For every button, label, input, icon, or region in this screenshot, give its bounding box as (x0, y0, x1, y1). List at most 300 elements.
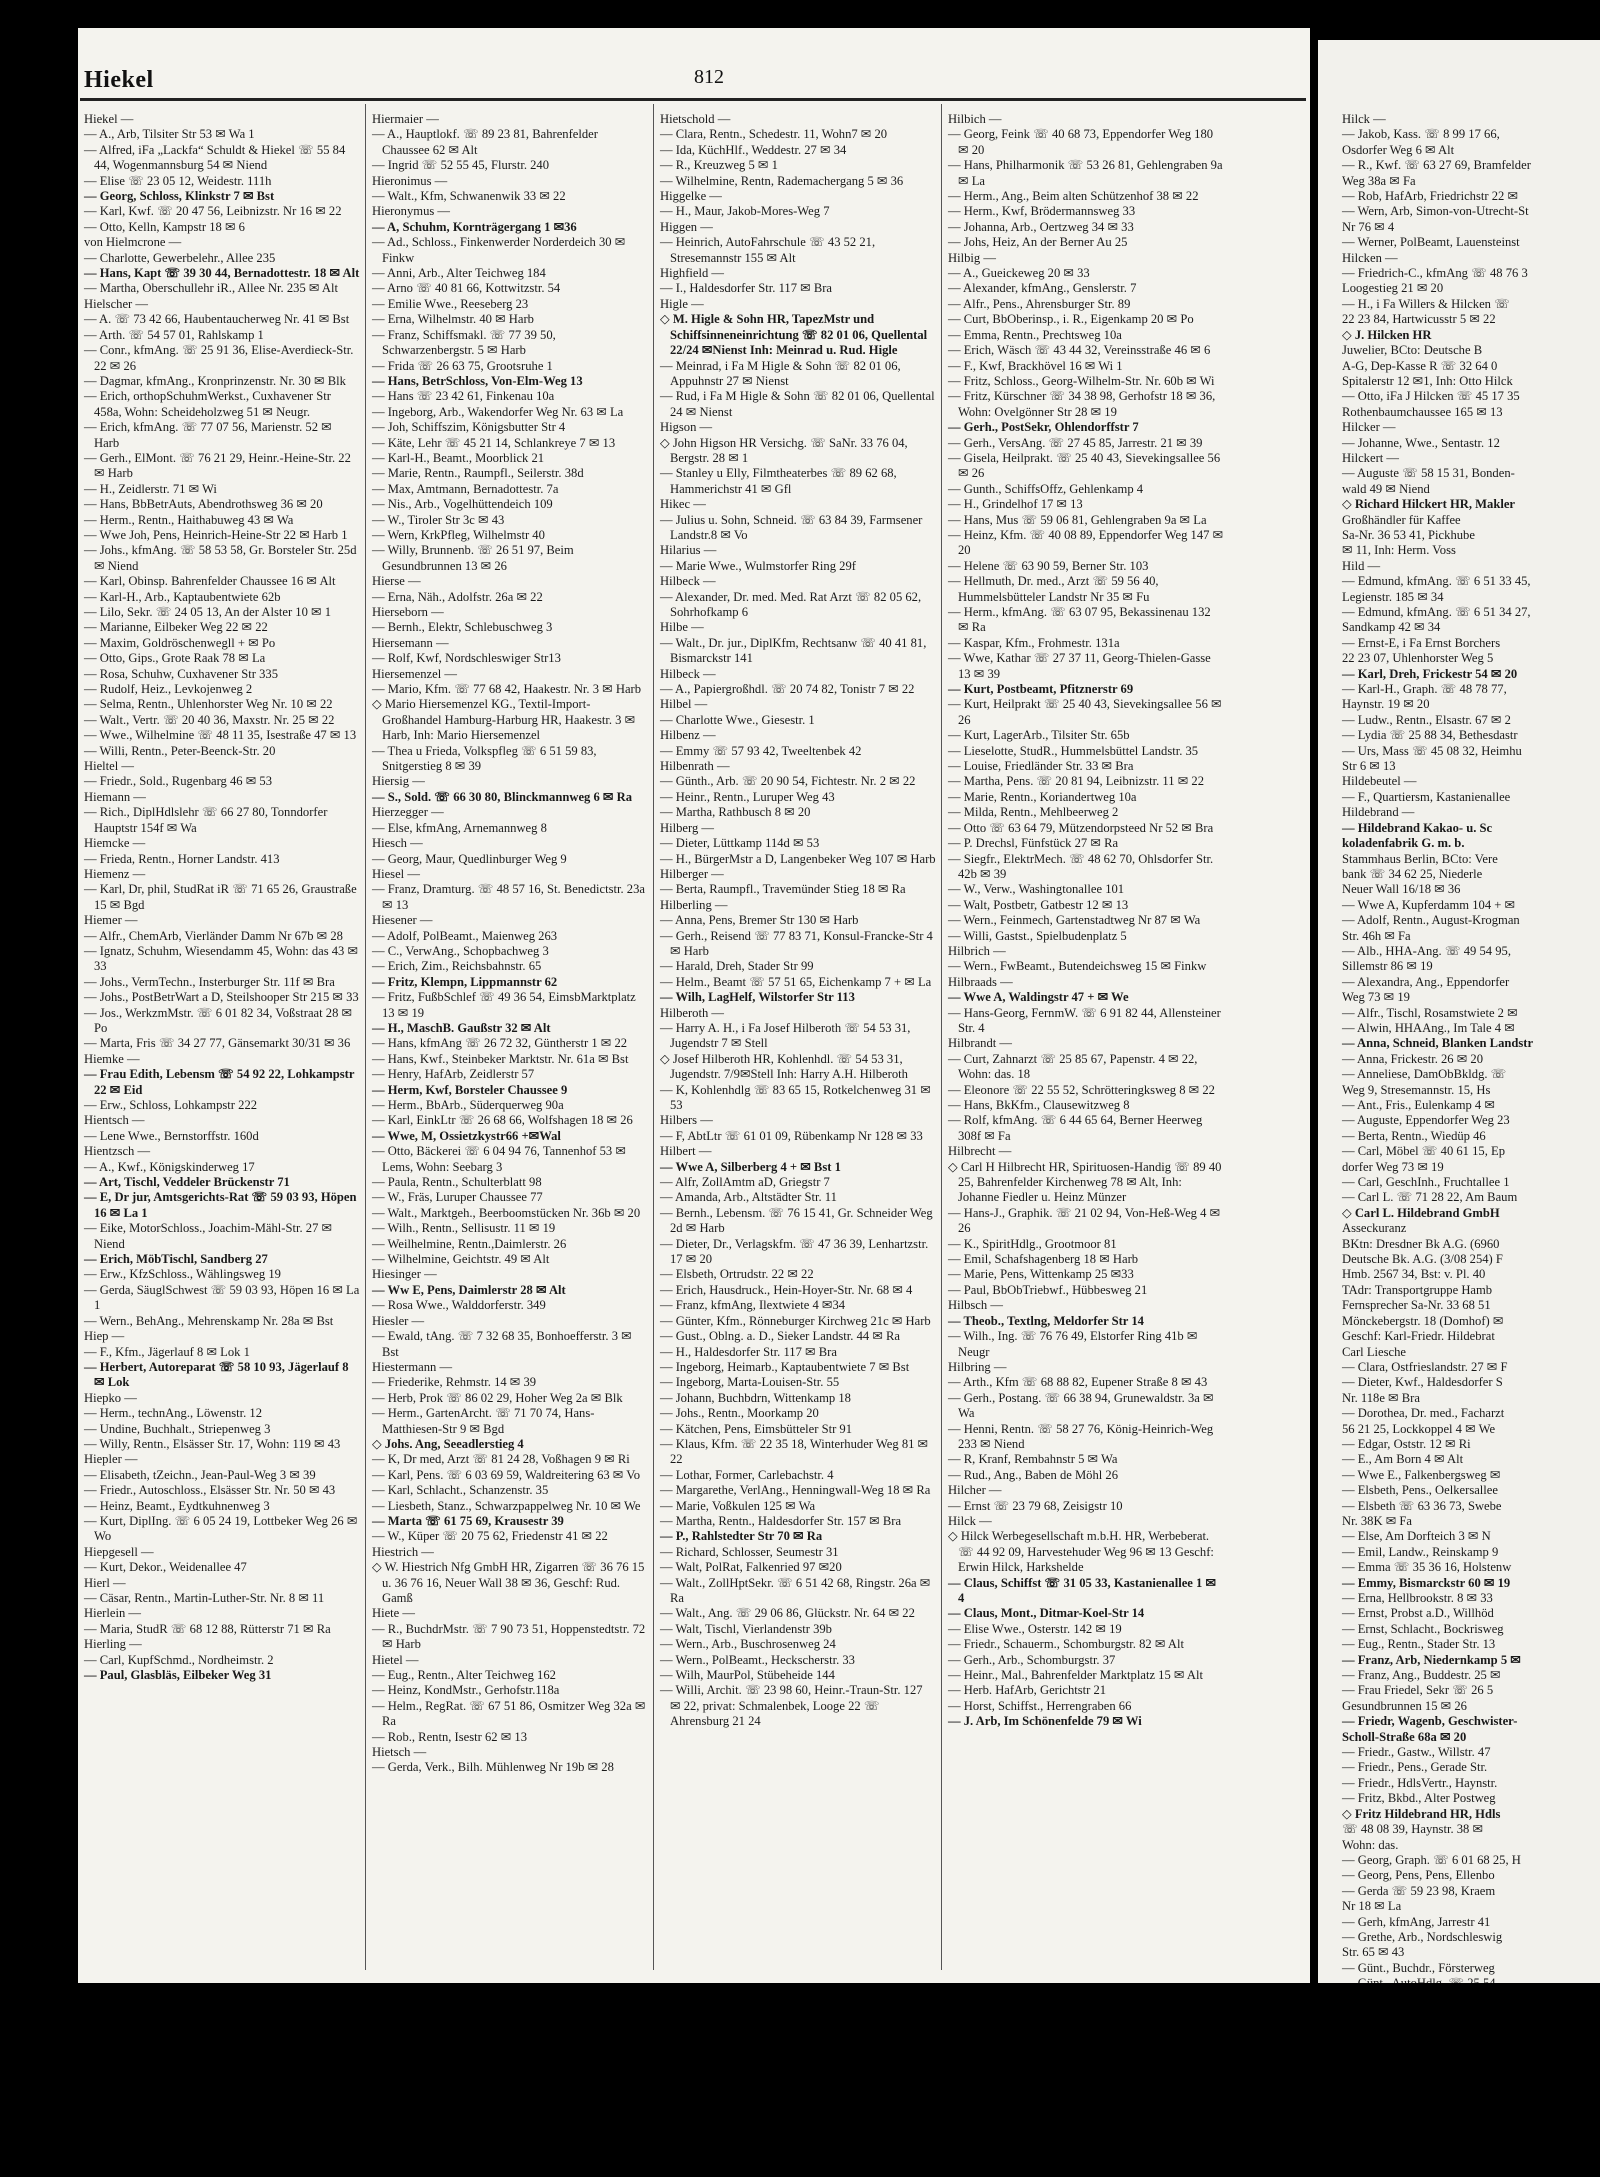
directory-entry: Higson — (660, 420, 713, 435)
directory-entry: — Wwe., Wilhelmine ☏ 48 11 35, Isestraße 47 ✉ 13 (84, 728, 357, 743)
directory-entry: — Marta ☏ 61 75 69, Krausestr 39 (372, 1513, 564, 1528)
directory-entry: Mönckebergstr. 18 (Domhof) ✉ (1342, 1313, 1504, 1328)
directory-entry: — Dagmar, kfmAng., Kronprinzenstr. Nr. 30 ✉ Blk (84, 373, 346, 388)
directory-entry: — Anni, Arb., Alter Teichweg 184 (372, 266, 546, 281)
directory-entry: — Nis., Arb., Vogelhüttendeich 109 (372, 497, 553, 512)
directory-entry: — Günth., Arb. ☏ 20 90 54, Fichtestr. Nr. 2 ✉ 22 (660, 774, 916, 789)
directory-entry: — Rob, HafArb, Friedrichstr 22 ✉ (1342, 189, 1518, 204)
directory-entry: — Karl, Dreh, Frickestr 54 ✉ 20 (1342, 666, 1518, 681)
directory-entry: — A., Hauptlokf. ☏ 89 23 81, Bahrenfelder Chaussee 62 ✉ Alt (372, 127, 598, 157)
directory-entry: — Cäsar, Rentn., Martin-Luther-Str. Nr. 8 ✉ 11 (84, 1591, 325, 1605)
directory-entry: — Hans, BbBetrAuts, Abendrothsweg 36 ✉ 20 (84, 497, 323, 512)
directory-entry: ✉ 11, Inh: Herm. Voss (1342, 543, 1456, 558)
directory-entry: — Emil, Landw., Reinskamp 9 (1342, 1544, 1499, 1559)
directory-entry: — Friedr., HdlsVertr., Haynstr. (1342, 1775, 1498, 1790)
directory-entry: — R., BuchdrMstr. ☏ 7 90 73 51, Hoppenstedtstr. 72 ✉ Harb (372, 1621, 646, 1652)
directory-entry: Weg 73 ✉ 19 (1342, 990, 1410, 1005)
directory-entry: Hiemann — (84, 789, 146, 804)
directory-entry: — Marie Wwe., Wulmstorfer Ring 29f (660, 558, 856, 573)
directory-entry: — Käte, Lehr ☏ 45 21 14, Schlankreye 7 ✉ 13 (372, 435, 616, 450)
directory-entry: — Liesbeth, Stanz., Schwarzpappelweg Nr. 10 ✉ We (372, 1498, 641, 1513)
directory-entry: — Meinrad, i Fa M Higle & Sohn ☏ 82 01 06, Appuhnstr 27 ✉ Nienst (660, 358, 901, 388)
directory-entry: ◇ Hilck Werbegesellschaft m.b.H. HR, Werbeberat. ☏ 44 92 09, Harvestehuder Weg 96 ✉ 13 Geschf: Erwin Hilck, Harkshelde (948, 1529, 1214, 1575)
directory-entry: — Paula, Rentn., Schulterblatt 98 (372, 1175, 542, 1190)
directory-entry: — Edgar, Oststr. 12 ✉ Ri (1342, 1436, 1471, 1451)
directory-entry: Str 6 ✉ 13 (1342, 759, 1396, 774)
directory-entry: — Dieter, Lüttkamp 114d ✉ 53 (660, 836, 820, 851)
directory-entry: ◇ Johs. Ang, Seeadlerstieg 4 (372, 1436, 524, 1451)
directory-entry: — Kurt, DiplIng. ☏ 6 05 24 19, Lottbeker Weg 26 ✉ Wo (84, 1513, 358, 1544)
directory-entry: Hiersemann — (372, 635, 449, 650)
directory-entry: — Emma ☏ 35 36 16, Holstenw (1342, 1560, 1512, 1575)
directory-entry: — Gerh., VersAng. ☏ 27 45 85, Jarrestr. 21 ✉ 39 (948, 435, 1203, 450)
directory-entry: — Johs., VermTechn., Insterburger Str. 11f ✉ Bra (84, 974, 335, 989)
directory-entry: Higgelke — (660, 189, 722, 204)
directory-entry: — Erich, kfmAng. ☏ 77 07 56, Marienstr. 52 ✉ Harb (84, 420, 332, 450)
directory-entry: 22 23 84, Hartwicusstr 5 ✉ 22 (1342, 312, 1496, 327)
directory-entry: — Harry A. H., i Fa Josef Hilberoth ☏ 54 53 31, Jugendstr 7 ✉ Stell (660, 1020, 911, 1051)
scan-border (0, 1983, 1600, 2177)
directory-entry: — Fritz, Schloss., Georg-Wilhelm-Str. Nr. 60b ✉ Wi (948, 373, 1215, 388)
directory-entry: — Willy, Brunnenb. ☏ 26 51 97, Beim Gesundbrunnen 13 ✉ 26 (372, 543, 574, 573)
directory-entry: — Werner, PolBeamt, Lauensteinst (1342, 235, 1520, 250)
directory-entry: Hilbich — (948, 112, 1002, 126)
directory-entry: — K., SpiritHdlg., Grootmoor 81 (948, 1236, 1117, 1251)
directory-entry: Gesundbrunnen 15 ✉ 26 (1342, 1698, 1467, 1713)
directory-entry: von Hielmcrone — (84, 235, 182, 250)
directory-entry: — Hellmuth, Dr. med., Arzt ☏ 59 56 40, Hummelsbütteler Landstr Nr 35 ✉ Fu (948, 574, 1159, 604)
directory-entry: — Wern., PolBeamt., Heckscherstr. 33 (660, 1652, 855, 1667)
directory-entry: — Martha, Rentn., Haldesdorfer Str. 157 ✉ Bra (660, 1513, 902, 1528)
directory-entry: — Kaspar, Kfm., Frohmestr. 131a (948, 635, 1120, 650)
directory-entry: — Marie, Pens, Wittenkamp 25 ✉33 (948, 1267, 1134, 1282)
directory-entry: — Erna, Näh., Adolfstr. 26a ✉ 22 (372, 589, 543, 604)
directory-entry: — Willi, Gastst., Spielbudenplatz 5 (948, 928, 1127, 943)
directory-entry: Hiersig — (372, 774, 425, 789)
directory-entry: Hiepko — (84, 1390, 137, 1405)
directory-column-1 (84, 112, 360, 1970)
directory-entry: — Ww E, Pens, Daimlerstr 28 ✉ Alt (372, 1282, 566, 1297)
directory-entry: — Heinz, Kfm. ☏ 40 08 89, Eppendorfer Weg 147 ✉ 20 (948, 527, 1224, 558)
directory-entry: Hilck — (1342, 112, 1386, 126)
directory-entry: — Wwe A, Kupferdamm 104 + ✉ (1342, 897, 1516, 912)
directory-entry: — Lydia ☏ 25 88 34, Bethesdastr (1342, 728, 1518, 743)
directory-entry: Hiesener — (372, 913, 433, 928)
directory-entry: — Kätchen, Pens, Eimsbütteler Str 91 (660, 1421, 853, 1436)
directory-entry: Nr. 118e ✉ Bra (1342, 1390, 1420, 1405)
directory-entry: — Gerh., ElMont. ☏ 76 21 29, Heinr.-Heine-Str. 22 ✉ Harb (84, 450, 351, 481)
directory-entry: — Frau Edith, Lebensm ☏ 54 92 22, Lohkampstr 22 ✉ Eid (84, 1067, 355, 1097)
directory-entry: — Ingrid ☏ 52 55 45, Flurstr. 240 (372, 158, 550, 173)
directory-entry: — Julius u. Sohn, Schneid. ☏ 63 84 39, Farmsener Landstr.8 ✉ Vo (660, 512, 923, 542)
directory-entry: — Henni, Rentn. ☏ 58 27 76, König-Heinrich-Weg 233 ✉ Niend (948, 1421, 1214, 1451)
directory-entry: — Wilhelmine, Geichtstr. 49 ✉ Alt (372, 1252, 550, 1267)
directory-entry: — Carl, GeschInh., Fruchtallee 1 (1342, 1175, 1510, 1190)
directory-entry: — Johs, Heiz, An der Berner Au 25 (948, 235, 1128, 250)
directory-entry: BKtn: Dresdner Bk A.G. (6960 (1342, 1236, 1500, 1251)
directory-entry: Hiermaier — (372, 112, 439, 126)
directory-entry: — Martha, Pens. ☏ 20 81 94, Leibnizstr. 11 ✉ 22 (948, 774, 1204, 789)
directory-entry: — Joh, Schiffszim, Königsbutter Str 4 (372, 420, 566, 435)
directory-entry: — Emmy ☏ 57 93 42, Tweeltenbek 42 (660, 743, 862, 758)
directory-entry: Stammhaus Berlin, BCto: Vere (1342, 851, 1498, 866)
directory-entry: — Ida, KüchHlf., Weddestr. 27 ✉ 34 (660, 142, 847, 157)
directory-entry: — Jakob, Kass. ☏ 8 99 17 66, (1342, 127, 1500, 142)
directory-entry: — W., Fräs, Luruper Chaussee 77 (372, 1190, 543, 1205)
directory-entry: — Paul, Glasbläs, Eilbeker Weg 31 (84, 1668, 272, 1683)
directory-entry: — Herm., GartenArcht. ☏ 71 70 74, Hans-Matthiesen-Str 9 ✉ Bgd (372, 1406, 595, 1436)
directory-entry: — Emmy, Bismarckstr 60 ✉ 19 (1342, 1575, 1511, 1590)
directory-entry: — Hans-J., Graphik. ☏ 21 02 94, Von-Heß-Weg 4 ✉ 26 (948, 1205, 1221, 1236)
directory-entry: — Dorothea, Dr. med., Facharzt (1342, 1406, 1505, 1421)
directory-entry: — Marie, Voßkulen 125 ✉ Wa (660, 1498, 816, 1513)
directory-entry: — Eug., Rentn., Stader Str. 13 (1342, 1637, 1496, 1652)
directory-entry: — Claus, Mont., Ditmar-Koel-Str 14 (948, 1606, 1145, 1621)
directory-entry: — A. ☏ 73 42 66, Haubentaucherweg Nr. 41 ✉ Bst (84, 312, 350, 327)
directory-entry: — Wwe, M, Ossietzkystr66 +✉Wal (372, 1128, 561, 1143)
directory-entry: Hiepgesell — (84, 1544, 154, 1559)
directory-entry: Hilbeck — (660, 666, 716, 681)
directory-entry: — Auguste, Eppendorfer Weg 23 (1342, 1113, 1510, 1128)
directory-entry: — Johanne, Wwe., Sentastr. 12 (1342, 435, 1500, 450)
directory-entry: — Franz, kfmAng, Ilextwiete 4 ✉34 (660, 1298, 846, 1313)
directory-entry: 56 21 25, Lockkoppel 4 ✉ We (1342, 1421, 1496, 1436)
directory-entry: — Claus, Schiffst ☏ 31 05 33, Kastanienallee 1 ✉ 4 (948, 1575, 1217, 1605)
directory-entry: Hierzegger — (372, 805, 444, 820)
directory-entry: Hildebeutel — (1342, 774, 1417, 789)
directory-entry: Hilbers — (660, 1113, 713, 1128)
directory-entry: ☏ 48 08 39, Haynstr. 38 ✉ (1342, 1822, 1484, 1837)
directory-entry: Hilbert — (660, 1144, 712, 1159)
directory-entry: — Wwe A, Waldingstr 47 + ✉ We (948, 990, 1129, 1005)
directory-entry: — Wern., Arb., Buschrosenweg 24 (660, 1637, 836, 1652)
directory-entry: — Walt., Vertr. ☏ 20 40 36, Maxstr. Nr. 25 ✉ 22 (84, 712, 335, 727)
directory-entry: — Max, Amtmann, Bernadottestr. 7a (372, 481, 559, 496)
directory-entry: — Friedr., Sold., Rugenbarg 46 ✉ 53 (84, 774, 273, 789)
directory-entry: — H., Maur, Jakob-Mores-Weg 7 (660, 204, 830, 219)
directory-entry: — Margarethe, VerlAng., Henningwall-Weg 18 ✉ Ra (660, 1483, 931, 1498)
directory-entry: — Else, Am Dorfteich 3 ✉ N (1342, 1529, 1491, 1544)
directory-entry: Asseckuranz (1342, 1221, 1407, 1236)
directory-entry: — Hans, Mus ☏ 59 06 81, Gehlengraben 9a ✉ La (948, 512, 1207, 527)
directory-entry: — Johs., Rentn., Moorkamp 20 (660, 1406, 819, 1421)
directory-entry: Hilbrich — (948, 943, 1006, 958)
directory-entry: — Bernh., Lebensm. ☏ 76 15 41, Gr. Schneider Weg 2d ✉ Harb (660, 1205, 933, 1236)
directory-entry: — Elise Wwe., Osterstr. 142 ✉ 19 (948, 1621, 1122, 1636)
directory-entry: — Marianne, Eilbeker Weg 22 ✉ 22 (84, 620, 268, 635)
directory-entry: — Helene ☏ 63 90 59, Berner Str. 103 (948, 558, 1149, 573)
directory-entry: Hietsch — (372, 1745, 427, 1760)
directory-entry: — Gerda, SäuglSchwest ☏ 59 03 93, Höpen 16 ✉ La 1 (84, 1282, 360, 1313)
directory-entry: ◇ J. Hilcken HR (1342, 327, 1432, 342)
directory-entry: — Gunth., SchiffsOffz, Gehlenkamp 4 (948, 481, 1144, 496)
directory-entry: — Wern., BehAng., Mehrenskamp Nr. 28a ✉ Bst (84, 1313, 334, 1328)
directory-entry: — Karl-H., Graph. ☏ 48 78 77, (1342, 682, 1507, 697)
directory-entry: — Ingeborg, Arb., Wakendorfer Weg Nr. 63 ✉ La (372, 404, 624, 419)
directory-entry: ◇ Richard Hilckert HR, Makler (1342, 497, 1516, 512)
directory-entry: Nr. 38K ✉ Fa (1342, 1513, 1413, 1528)
directory-entry: — Wilh., Rentn., Sellisustr. 11 ✉ 19 (372, 1221, 556, 1236)
directory-entry: — Gerh., PostSekr, Ohlendorffstr 7 (948, 420, 1139, 435)
directory-entry: — Grethe, Arb., Nordschleswig (1342, 1929, 1503, 1944)
directory-entry: — Heinr., Mal., Bahrenfelder Marktplatz 15 ✉ Alt (948, 1668, 1204, 1683)
directory-entry: — F., Kwf, Brackhövel 16 ✉ Wi 1 (948, 358, 1123, 373)
directory-entry: Hilarius — (660, 543, 717, 558)
directory-entry: — Marta, Fris ☏ 34 27 77, Gänsemarkt 30/31 ✉ 36 (84, 1036, 351, 1051)
column-divider (653, 104, 654, 1970)
directory-entry: — Ignatz, Schuhm, Wiesendamm 45, Wohn: das 43 ✉ 33 (84, 943, 359, 974)
directory-entry: — Clara, Rentn., Schedestr. 11, Wohn7 ✉ 20 (660, 127, 888, 142)
directory-entry: ◇ Fritz Hildebrand HR, Hdls (1342, 1806, 1501, 1821)
directory-entry: TAdr: Transportgruppe Hamb (1342, 1282, 1493, 1297)
directory-column-4 (948, 112, 1224, 1970)
directory-entry: — A., Papiergroßhdl. ☏ 20 74 82, Tonistr 7 ✉ 22 (660, 682, 915, 697)
directory-entry: — Fritz, FußbSchlef ☏ 49 36 54, EimsbMarktplatz 13 ✉ 19 (372, 990, 636, 1020)
directory-entry: — Ernst, Schlacht., Bockrisweg (1342, 1621, 1504, 1636)
directory-entry: — Dieter, Kwf., Haldesdorfer S (1342, 1375, 1503, 1390)
directory-entry: — Louise, Friedländer Str. 33 ✉ Bra (948, 759, 1134, 774)
directory-entry: — Otto ☏ 63 64 79, Mützendorpsteed Nr 52 ✉ Bra (948, 820, 1214, 835)
directory-entry: — Undine, Buchhalt., Striepenweg 3 (84, 1421, 271, 1436)
directory-entry: ◇ Carl H Hilbrecht HR, Spirituosen-Handig ☏ 89 40 25, Bahrenfelder Kirchenweg 78 ✉ Alt, Inh: Johanne Fiedler u. Heinz Münzer (948, 1159, 1222, 1205)
directory-entry: — E, Dr jur, Amtsgerichts-Rat ☏ 59 03 93, Höpen 16 ✉ La 1 (84, 1190, 357, 1220)
directory-entry: — Hans, Philharmonik ☏ 53 26 81, Gehlengraben 9a ✉ La (948, 158, 1223, 188)
directory-entry: wald 49 ✉ Niend (1342, 481, 1430, 496)
directory-entry: — Rob., Rentn, Isestr 62 ✉ 13 (372, 1729, 528, 1744)
directory-entry: — Hans, kfmAng ☏ 26 72 32, Güntherstr 1 ✉ 22 (372, 1036, 628, 1051)
directory-entry: Neuer Wall 16/18 ✉ 36 (1342, 882, 1461, 897)
directory-entry: — Kurt, Heilprakt ☏ 25 40 43, Sievekingsallee 56 ✉ 26 (948, 697, 1222, 727)
directory-entry: — Alfr, ZollAmtm aD, Griegstr 7 (660, 1175, 830, 1190)
directory-entry: — Elsbeth ☏ 63 36 73, Swebe (1342, 1498, 1502, 1513)
directory-entry: Hielscher — (84, 296, 148, 311)
directory-entry: — Franz, Dramturg. ☏ 48 57 16, St. Benedictstr. 23a ✉ 13 (372, 882, 645, 912)
directory-entry: — Karl, EinkLtr ☏ 26 68 66, Wolfshagen 18 ✉ 26 (372, 1113, 633, 1128)
directory-entry: — Charlotte Wwe., Giesestr. 1 (660, 712, 815, 727)
directory-entry: — Berta, Rentn., Wiedüp 46 (1342, 1128, 1486, 1143)
directory-entry: — Otto, Bäckerei ☏ 6 04 94 76, Tannenhof 53 ✉ Lems, Wohn: Seebarg 3 (372, 1144, 626, 1174)
directory-entry: — Friedr, Wagenb, Geschwister- (1342, 1714, 1518, 1729)
directory-entry: Hilcher — (948, 1483, 1002, 1498)
directory-entry: Hilbring — (948, 1359, 1007, 1374)
directory-entry: — R., Kreuzweg 5 ✉ 1 (660, 158, 778, 173)
directory-entry: — Dieter, Dr., Verlagskfm. ☏ 47 36 39, Lenhartzstr. 17 ✉ 20 (660, 1236, 929, 1267)
directory-entry: Hiekel — (84, 112, 134, 126)
directory-entry: — Otto, Kelln, Kampstr 18 ✉ 6 (84, 219, 245, 234)
directory-entry: — Bernh., Elektr, Schlebuschweg 3 (372, 620, 553, 635)
directory-entry: Hiersemenzel — (372, 666, 457, 681)
directory-entry: Hiesel — (372, 866, 420, 881)
directory-entry: Hiesler — (372, 1313, 425, 1328)
directory-entry: — H., MaschB. Gaußstr 32 ✉ Alt (372, 1020, 551, 1035)
directory-entry: — Franz, Arb, Niedernkamp 5 ✉ (1342, 1652, 1521, 1667)
directory-entry: — Carl L. ☏ 71 28 22, Am Baum (1342, 1190, 1518, 1205)
directory-entry: Hilbeck — (660, 574, 716, 589)
directory-entry: — Walt, PolRat, Falkenried 97 ✉20 (660, 1560, 842, 1575)
directory-entry: — Herm., technAng., Löwenstr. 12 (84, 1406, 263, 1421)
directory-entry: — Fritz, Bkbd., Alter Postweg (1342, 1791, 1496, 1806)
directory-entry: ◇ W. Hiestrich Nfg GmbH HR, Zigarren ☏ 36 76 15 u. 36 76 16, Neuer Wall 38 ✉ 36, Geschf: Rud. Gamß (372, 1560, 645, 1605)
directory-entry: Hilbel — (660, 697, 708, 712)
directory-entry: Hilbenrath — (660, 759, 730, 774)
directory-entry: — Curt, BbOberinsp., i. R., Eigenkamp 20 ✉ Po (948, 312, 1194, 327)
directory-entry: — Wern., Feinmech, Gartenstadtweg Nr 87 ✉ Wa (948, 913, 1201, 928)
directory-entry: Hientsch — (84, 1113, 145, 1128)
directory-entry: — Günt., Buchdr., Försterweg (1342, 1960, 1495, 1975)
directory-entry: Higle — (660, 296, 704, 311)
directory-entry: Hieronimus — (372, 173, 448, 188)
directory-entry: Hierl — (84, 1575, 126, 1590)
directory-entry: — Otto, iFa J Hilcken ☏ 45 17 35 (1342, 389, 1520, 404)
directory-entry: ◇ Mario Hiersemenzel KG., Textil-Import-Großhandel Hamburg-Harburg HR, Haakestr. 3 ✉ Harb, Inh: Mario Hiersemenzel (372, 697, 636, 743)
directory-entry: — Alb., HHA-Ang. ☏ 49 54 95, (1342, 943, 1511, 958)
directory-entry: Geschf: Karl-Friedr. Hildebrat (1342, 1329, 1495, 1344)
directory-entry: — Frau Friedel, Sekr ☏ 26 5 (1342, 1683, 1494, 1698)
directory-entry: — Willi, Rentn., Peter-Beenck-Str. 20 (84, 743, 276, 758)
directory-entry: — Karl, Kwf. ☏ 20 47 56, Leibnizstr. Nr 16 ✉ 22 (84, 204, 342, 219)
directory-entry: — Lene Wwe., Bernstorffstr. 160d (84, 1128, 259, 1143)
directory-entry: — Kurt, Dekor., Weidenallee 47 (84, 1560, 247, 1575)
directory-entry: Sillemstr 86 ✉ 19 (1342, 959, 1433, 974)
directory-entry: — Erna, Wilhelmstr. 40 ✉ Harb (372, 312, 534, 327)
directory-entry: Str. 46h ✉ Fa (1342, 928, 1411, 943)
directory-entry: — F., Kfm., Jägerlauf 8 ✉ Lok 1 (84, 1344, 250, 1359)
directory-entry: — Ewald, tAng. ☏ 7 32 68 35, Bonhoefferstr. 3 ✉ Bst (372, 1329, 632, 1359)
directory-entry: — Wilh, MaurPol, Stübeheide 144 (660, 1668, 835, 1683)
directory-entry: — Wwe Joh, Pens, Heinrich-Heine-Str 22 ✉ Harb 1 (84, 527, 348, 542)
directory-entry: — Walt., Ang. ☏ 29 06 86, Glückstr. Nr. 64 ✉ 22 (660, 1606, 915, 1621)
directory-entry: bank ☏ 34 62 25, Niederle (1342, 866, 1483, 881)
directory-entry: — Lilo, Sekr. ☏ 24 05 13, An der Alster 10 ✉ 1 (84, 605, 332, 619)
directory-entry: — Alexander, Dr. med. Med. Rat Arzt ☏ 82 05 62, Sohrhofkamp 6 (660, 589, 922, 619)
directory-entry: — F, AbtLtr ☏ 61 01 09, Rübenkamp Nr 128 ✉ 33 (660, 1128, 923, 1143)
directory-entry: — Maxim, Goldröschenwegll + ✉ Po (84, 635, 276, 650)
directory-entry: ◇ Josef Hilberoth HR, Kohlenhdl. ☏ 54 53 31, Jugendstr. 7/9✉Stell Inh: Harry A.H. Hilberoth (660, 1051, 908, 1082)
directory-entry: — Eug., Rentn., Alter Teichweg 162 (372, 1668, 556, 1683)
directory-entry: Hilberg — (660, 820, 714, 835)
running-head: Hiekel (84, 67, 154, 93)
directory-entry: — H., Grindelhof 17 ✉ 13 (948, 497, 1083, 512)
directory-entry: — Gerh, kfmAng, Jarrestr 41 (1342, 1914, 1491, 1929)
header-rule (80, 98, 1306, 101)
directory-entry: — Lothar, Former, Carlebachstr. 4 (660, 1467, 834, 1482)
directory-entry: Weg 9, Stresemannstr. 15, Hs (1342, 1082, 1491, 1097)
directory-entry: — I., Haldesdorfer Str. 117 ✉ Bra (660, 281, 833, 296)
directory-entry: — Ingeborg, Marta-Louisen-Str. 55 (660, 1375, 840, 1390)
directory-entry: — Karl-H., Beamt., Moorblick 21 (372, 450, 545, 465)
directory-entry: — Erich, MöbTischl, Sandberg 27 (84, 1252, 268, 1267)
directory-entry: — Johanna, Arb., Oertzweg 34 ✉ 33 (948, 219, 1134, 234)
directory-entry: Carl Liesche (1342, 1344, 1406, 1359)
directory-entry: — F., Quartiersm, Kastanienallee (1342, 789, 1511, 804)
directory-entry: — A., Gueickeweg 20 ✉ 33 (948, 266, 1090, 281)
directory-entry: — Herb, Prok ☏ 86 02 29, Hoher Weg 2a ✉ Blk (372, 1390, 623, 1405)
directory-entry: — W., Küper ☏ 20 75 62, Friedenstr 41 ✉ 22 (372, 1529, 608, 1544)
directory-entry: — Hans, BkKfm., Clausewitzweg 8 (948, 1098, 1130, 1112)
directory-entry: — Emilie Wwe., Reeseberg 23 (372, 296, 529, 311)
directory-entry: Nr 76 ✉ 4 (1342, 219, 1395, 234)
directory-entry: Hietel — (372, 1652, 419, 1667)
directory-entry: — Friederike, Rehmstr. 14 ✉ 39 (372, 1375, 537, 1390)
directory-entry: — Fritz, Klempn, Lippmannstr 62 (372, 974, 558, 989)
directory-entry: — Thea u Frieda, Volkspfleg ☏ 6 51 59 83, Snitgerstieg 8 ✉ 39 (372, 743, 597, 774)
column-divider (365, 104, 366, 1970)
directory-entry: — Alwin, HHAAng., Im Tale 4 ✉ (1342, 1020, 1515, 1035)
directory-entry: — Hans ☏ 23 42 61, Finkenau 10a (372, 389, 555, 404)
directory-entry: — Martha, Oberschullehr iR., Allee Nr. 235 ✉ Alt (84, 281, 338, 296)
directory-entry: Hilberling — (660, 897, 728, 912)
directory-entry: Nr 18 ✉ La (1342, 1899, 1402, 1914)
directory-entry: Hilck — (948, 1513, 992, 1528)
directory-entry: — Kurt, Postbeamt, Pfitznerstr 69 (948, 682, 1134, 697)
directory-entry: Hieronymus — (372, 204, 451, 219)
directory-entry: — Ernst, Probst a.D., Willhöd (1342, 1606, 1494, 1621)
directory-entry: — Elisabeth, tZeichn., Jean-Paul-Weg 3 ✉ 39 (84, 1467, 316, 1482)
directory-entry: — Friedr., Schauerm., Schomburgstr. 82 ✉ Alt (948, 1637, 1184, 1652)
directory-entry: — Arno ☏ 40 81 66, Kottwitzstr. 54 (372, 281, 561, 296)
directory-entry: Hilbig — (948, 250, 996, 265)
directory-entry: — Ernst ☏ 23 79 68, Zeisigstr 10 (948, 1498, 1123, 1513)
directory-entry: — Ernst-E, i Fa Ernst Borchers (1342, 635, 1501, 650)
directory-entry: Hilckert — (1342, 450, 1400, 465)
directory-entry: — Mario, Kfm. ☏ 77 68 42, Haakestr. Nr. 3 ✉ Harb (372, 682, 642, 697)
directory-entry: — Rosa Wwe., Walddorferstr. 349 (372, 1298, 546, 1313)
directory-entry: — Herm., Rentn., Haithabuweg 43 ✉ Wa (84, 512, 294, 527)
directory-entry: — Rolf, Kwf, Nordschleswiger Str13 (372, 651, 561, 666)
directory-entry: — Rud, i Fa M Higle & Sohn ☏ 82 01 06, Quellental 24 ✉ Nienst (660, 389, 935, 419)
directory-entry: — Franz, Ang., Buddestr. 25 ✉ (1342, 1668, 1501, 1683)
directory-entry: Legienstr. 185 ✉ 34 (1342, 589, 1444, 604)
directory-entry: — Friedr., Pens., Gerade Str. (1342, 1760, 1488, 1775)
directory-entry: Hilcken — (1342, 250, 1398, 265)
directory-entry: Hiesinger — (372, 1267, 437, 1282)
directory-entry: — Wern., FwBeamt., Butendeichsweg 15 ✉ Finkw (948, 959, 1207, 974)
directory-entry: — Hans, BetrSchloss, Von-Elm-Weg 13 (372, 373, 583, 388)
directory-entry: — Alfr., Tischl, Rosamstwiete 2 ✉ (1342, 1005, 1518, 1020)
directory-entry: — A., Kwf., Königskinderweg 17 (84, 1159, 255, 1174)
directory-entry: — Ludw., Rentn., Elsastr. 67 ✉ 2 (1342, 712, 1511, 727)
directory-entry: — Erich, Hausdruck., Hein-Hoyer-Str. Nr. 68 ✉ 4 (660, 1282, 913, 1297)
directory-entry: — Heinz, KondMstr., Gerhofstr.118a (372, 1683, 560, 1698)
directory-entry: — Gerh., Postang. ☏ 66 38 94, Grunewaldstr. 3a ✉ Wa (948, 1390, 1214, 1421)
directory-entry: — Heinr., Rentn., Luruper Weg 43 (660, 789, 835, 804)
directory-entry: — Erich, Wäsch ☏ 43 44 32, Vereinsstraße 46 ✉ 6 (948, 343, 1211, 358)
directory-entry: — Conr., kfmAng. ☏ 25 91 36, Elise-Averdieck-Str. 22 ✉ 26 (84, 343, 354, 373)
directory-entry: — Stanley u Elly, Filmtheaterbes ☏ 89 62 68, Hammerichstr 41 ✉ Gfl (660, 466, 897, 496)
directory-entry: — Siegfr., ElektrMech. ☏ 48 62 70, Ohlsdorfer Str. 42b ✉ 39 (948, 851, 1214, 881)
directory-entry: Wohn: das. (1342, 1837, 1399, 1852)
directory-entry: — Walt., Kfm, Schwanenwik 33 ✉ 22 (372, 189, 566, 204)
directory-entry: Hilbrecht — (948, 1144, 1012, 1159)
directory-entry: Fernsprecher Sa-Nr. 33 68 51 (1342, 1298, 1491, 1313)
directory-entry: Hiestrich — (372, 1544, 434, 1559)
directory-entry: Hiemcke — (84, 836, 146, 851)
directory-entry: — Herm., kfmAng. ☏ 63 07 95, Bekassinenau 132 ✉ Ra (948, 605, 1211, 635)
directory-entry: — Karl, Pens. ☏ 6 03 69 59, Waldreitering 63 ✉ Vo (372, 1467, 641, 1482)
directory-entry: ◇ John Higson HR Versichg. ☏ SaNr. 33 76 04, Bergstr. 28 ✉ 1 (660, 435, 908, 465)
directory-entry: Hiestermann — (372, 1359, 453, 1374)
directory-entry: — Frida ☏ 26 63 75, Grootsruhe 1 (372, 358, 553, 373)
directory-entry: — Lieselotte, StudR., Hummelsbüttel Landstr. 35 (948, 743, 1199, 758)
directory-entry: — Wilh., Ing. ☏ 76 76 49, Elstorfer Ring 41b ✉ Neugr (948, 1329, 1198, 1359)
directory-entry: — Erw., Schloss, Lohkampstr 222 (84, 1098, 258, 1112)
directory-entry: — Walt., ZollHptSekr. ☏ 6 51 42 68, Ringstr. 26a ✉ Ra (660, 1575, 931, 1605)
directory-entry: — Gisela, Heilprakt. ☏ 25 40 43, Sievekingsallee 56 ✉ 26 (948, 450, 1221, 481)
directory-entry: — Walt, Postbetr, Gatbestr 12 ✉ 13 (948, 897, 1129, 912)
directory-entry: — Rudolf, Heiz., Levkojenweg 2 (84, 682, 253, 697)
directory-entry: — Otto, Gips., Grote Raak 78 ✉ La (84, 651, 266, 666)
directory-entry: — Anna, Frickestr. 26 ✉ 20 (1342, 1051, 1484, 1066)
